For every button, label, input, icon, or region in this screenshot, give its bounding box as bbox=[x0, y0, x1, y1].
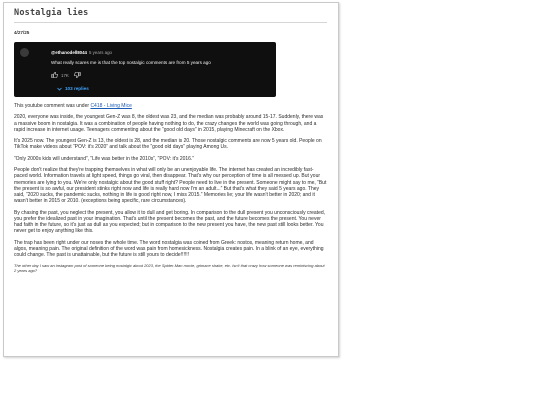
replies-count: 103 replies bbox=[65, 86, 89, 91]
intro-text: This youtube comment was under bbox=[14, 103, 91, 109]
paragraph: By chasing the past, you neglect the present, you allow it to dull and get boring. In comparison to the dull present you unconsciously created, you prefer the idealized past in your imagination. That's until the present becomes the past, and the future becomes the present. You never had faith in the future, so it's just as dull as you expected; but in comparison to the new present you have, the new past still looks better. You never get to enjoy anything like this. bbox=[14, 209, 326, 235]
footnote: The other day I saw an instagram post of someone being nostalgic about 2023, the Spider-Man movie, grimace shake, etc. Isn't that crazy how someone was reminiscing about 2 years ago? bbox=[14, 263, 325, 274]
thumbs-down-icon bbox=[74, 72, 81, 78]
paragraph: It's 2025 now. The youngest Gen-Z is 13, the oldest is 28, and the median is 20. Those nostalgic comments are now 5 years old. People on TikTok make videos about “POV: it's 2020” and talk about the “good old days” playing Among Us. bbox=[14, 138, 322, 151]
paragraph: The trap has been right under our noses the whole time. The word nostalgia was coined from Greek: nostos, meaning return home, and algos, meaning pain. The original definition of the word was pain from homesickness. Nostalgia creates pain. In a blink of an eye, everything could change. The past is unattainable, but the future is still yours to decide!!!!!! bbox=[14, 239, 324, 258]
article-body bbox=[14, 103, 327, 279]
chevron-down-icon bbox=[57, 87, 65, 91]
title-divider bbox=[14, 22, 327, 23]
comment-header bbox=[51, 50, 112, 55]
comment-actions bbox=[51, 72, 81, 78]
avatar bbox=[20, 48, 29, 57]
like-count: 17K bbox=[61, 72, 69, 78]
paragraph: People don't realize that they're trapping themselves in what will only be an unenjoyable life. The internet has created an incredibly fast-paced world. Information travels at light speed, things go viral, then disappear. That's why our perception of time is all messed up. But your memories are lying to you. We're only nostalgic about the good stuff right? People need to live in the present. Someone might say to me, “But the present is so awful, our president stinks right now and life is really hard now I'm an adult...” But that's what they said 5 years ago. They said, “2020 sucks, the pandemic sucks, nothing in life is good right now, I miss 2015.” Memories lie; your life wasn't better in 2020; and it wasn't better in 2015 or 2010. (exceptions being specific, rare circumstances). bbox=[14, 167, 327, 205]
comment-text: What really scares me is that the top nostalgic comments are from 5 years ago bbox=[51, 60, 211, 65]
comment-time: 5 years ago bbox=[89, 50, 112, 55]
page-title: Nostalgia lies bbox=[14, 8, 89, 18]
paragraph: “Only 2000s kids will understand”, “Life was better in the 2010s”, “POV: it's 2016.” bbox=[14, 155, 195, 162]
thumbs-up-icon bbox=[51, 72, 58, 78]
comment-username: @ethanodell8044 bbox=[51, 50, 88, 55]
document-page bbox=[3, 2, 339, 357]
video-link[interactable]: C418 - Living Mice bbox=[90, 103, 132, 109]
paragraph: 2020, everyone was inside, the youngest Gen-Z was 8, the oldest was 23, and the median was probably around 15-17. Suddenly, there was a massive boom in nostalgia. It was a combination of people having nothing to do, the crazy changes the world was going through, and a rapid increase in internet usage. Teenagers commenting about the “good old days” in 2015, playing Minecraft on the Xbox. bbox=[14, 114, 324, 133]
youtube-comment-screenshot bbox=[14, 42, 276, 97]
replies-link bbox=[57, 86, 89, 91]
intro-paragraph bbox=[14, 103, 327, 109]
post-date: 4/27/25 bbox=[14, 30, 30, 35]
